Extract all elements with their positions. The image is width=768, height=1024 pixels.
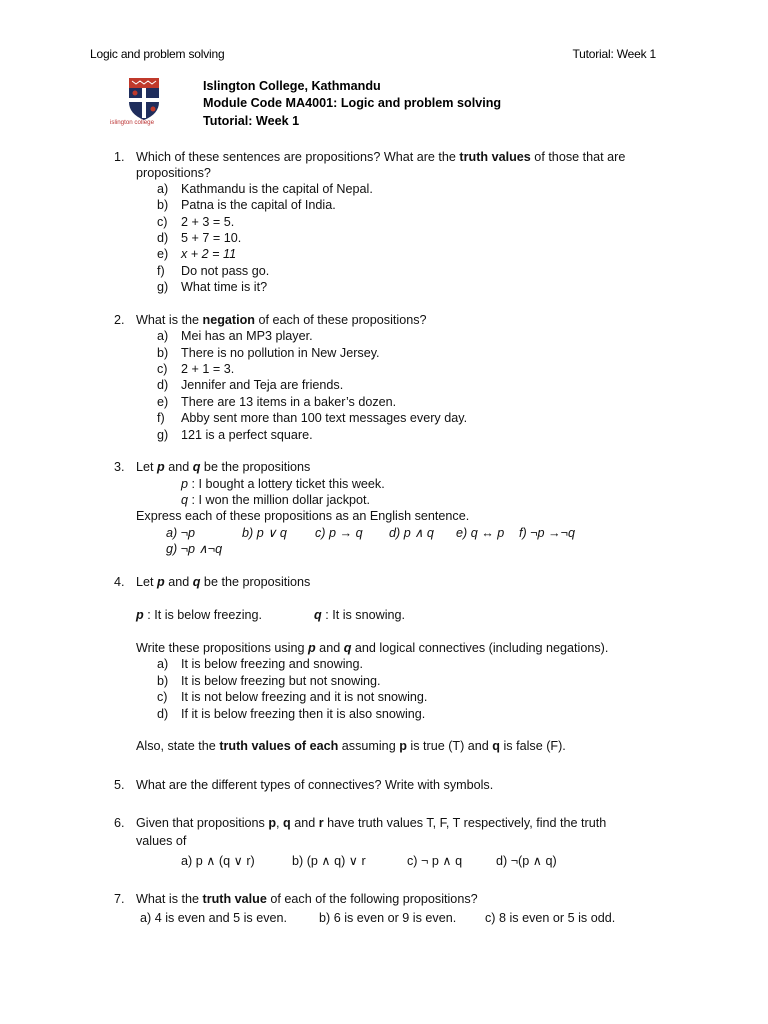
item-label: c) [157, 362, 168, 376]
item-text: 2 + 1 = 3. [181, 362, 235, 376]
item-label: a) [157, 329, 169, 343]
text-run: : I won the million dollar jackpot. [188, 493, 371, 507]
question-number: 2. [114, 313, 125, 327]
variable-q: q [283, 816, 291, 830]
truth-value-instruction [136, 738, 566, 754]
item-text: Patna is the capital of India. [181, 198, 336, 212]
variable-q: q [492, 739, 500, 753]
variable-p: p [157, 575, 165, 589]
question-number: 4. [114, 575, 125, 589]
text-run: and [164, 460, 193, 474]
text-run: have truth values T, F, T respectively, find the truth [323, 816, 607, 830]
item-text: 121 is a perfect square. [181, 428, 313, 442]
question-number: 3. [114, 460, 125, 474]
bold-run: negation [202, 313, 255, 327]
text-run: of those that are [530, 150, 626, 164]
expression-e: e) q ↔ p [456, 526, 505, 540]
question-text [136, 815, 606, 831]
item-label: f) [157, 264, 165, 278]
item-text: Jennifer and Teja are friends. [181, 378, 344, 392]
text-run: of each of these propositions? [254, 313, 427, 327]
expression-d: d) p ∧ q [389, 526, 434, 540]
variable-p: p [181, 477, 189, 491]
text-run: , [276, 816, 284, 830]
item-text: Abby sent more than 100 text messages every day. [181, 411, 468, 425]
expression-b: b) (p ∧ q) ∨ r [292, 854, 366, 868]
item-label: e) [157, 395, 169, 409]
part-a: a) 4 is even and 5 is even. [140, 911, 288, 925]
question-text-cont: values of [136, 834, 187, 848]
tutorial-title: Tutorial: Week 1 [203, 114, 300, 128]
logo-text: islington college [110, 119, 155, 126]
definition-p [181, 476, 385, 492]
expression-d: d) ¬(p ∧ q) [496, 854, 557, 868]
variable-q: q [181, 493, 189, 507]
variable-q: q [192, 460, 201, 474]
text-run: Write these propositions using [136, 641, 308, 655]
item-text: x + 2 = 11 [181, 247, 237, 261]
item-text: There is no pollution in New Jersey. [181, 346, 380, 360]
bold-run: truth values of each [219, 739, 339, 753]
definition-q [181, 492, 370, 508]
part-c: c) 8 is even or 5 is odd. [485, 911, 616, 925]
expression-b: b) p ∨ q [242, 526, 287, 540]
instruction-text [136, 640, 608, 656]
item-text: It is not below freezing and it is not snowing. [181, 690, 428, 704]
item-label: a) [157, 182, 169, 196]
item-label: g) [157, 428, 169, 442]
item-text: It is below freezing and snowing. [181, 657, 364, 671]
variable-p: p [157, 460, 165, 474]
item-label: c) [157, 690, 168, 704]
text-run: Also, state the [136, 739, 220, 753]
item-label: a) [157, 657, 169, 671]
text-run: : I bought a lottery ticket this week. [188, 477, 385, 491]
variable-p: p [307, 641, 316, 655]
question-text [136, 891, 478, 907]
text-run: of each of the following propositions? [266, 892, 478, 906]
item-label: d) [157, 707, 169, 721]
item-text: Kathmandu is the capital of Nepal. [181, 182, 373, 196]
item-text: There are 13 items in a baker’s dozen. [181, 395, 397, 409]
expression-c: c) p → q [315, 526, 363, 540]
text-run: is false (F). [500, 739, 566, 753]
part-b: b) 6 is even or 9 is even. [319, 911, 457, 925]
item-label: b) [157, 198, 169, 212]
text-run: What is the [136, 892, 203, 906]
question-text [136, 574, 310, 590]
question-text [136, 312, 427, 328]
text-run: and [164, 575, 193, 589]
text-run: : It is snowing. [321, 608, 405, 622]
item-text: Do not pass go. [181, 264, 270, 278]
module-title: Module Code MA4001: Logic and problem solving [203, 96, 502, 110]
text-run: and [290, 816, 319, 830]
item-text: What time is it? [181, 280, 268, 294]
definition-p [136, 607, 262, 623]
running-header-left: Logic and problem solving [90, 47, 225, 61]
question-number: 1. [114, 150, 125, 164]
expression-f: f) ¬p →¬q [519, 526, 576, 540]
item-label: f) [157, 411, 165, 425]
expression-g: g) ¬p ∧¬q [166, 542, 223, 556]
item-label: c) [157, 215, 168, 229]
item-text: 2 + 3 = 5. [181, 215, 235, 229]
item-text: 5 + 7 = 10. [181, 231, 242, 245]
question-text-cont: propositions? [136, 166, 211, 180]
variable-q: q [343, 641, 352, 655]
variable-p: p [399, 739, 407, 753]
question-number: 6. [114, 816, 125, 830]
instruction-text: Express each of these propositions as an English sentence. [136, 509, 470, 523]
variable-r: r [318, 816, 324, 830]
variable-q: q [192, 575, 201, 589]
item-label: d) [157, 231, 169, 245]
item-text: Mei has an MP3 player. [181, 329, 313, 343]
question-text: What are the different types of connectives? Write with symbols. [136, 778, 494, 792]
expression-a: a) p ∧ (q ∨ r) [181, 854, 255, 868]
item-text: It is below freezing but not snowing. [181, 674, 381, 688]
text-run: be the propositions [200, 575, 311, 589]
variable-p: p [136, 608, 144, 622]
text-run: is true (T) and [406, 739, 493, 753]
item-label: g) [157, 280, 169, 294]
question-number: 7. [114, 892, 125, 906]
expression-a: a) ¬p [166, 526, 196, 540]
variable-q: q [314, 608, 322, 622]
text-run: Which of these sentences are propositions? What are the [136, 150, 460, 164]
expression-c: c) ¬ p ∧ q [407, 854, 463, 868]
text-run: be the propositions [200, 460, 311, 474]
question-number: 5. [114, 778, 125, 792]
question-text [136, 459, 310, 475]
variable-p: p [268, 816, 277, 830]
text-run: What is the [136, 313, 203, 327]
item-label: b) [157, 346, 169, 360]
running-header-right: Tutorial: Week 1 [572, 47, 656, 61]
item-label: d) [157, 378, 169, 392]
item-label: e) [157, 247, 169, 261]
text-run: : It is below freezing. [143, 608, 262, 622]
bold-run: truth value [202, 892, 267, 906]
text-run: Given that propositions [136, 816, 269, 830]
definition-q [314, 607, 405, 623]
text-run: Let [136, 460, 158, 474]
item-label: b) [157, 674, 169, 688]
question-text [136, 149, 625, 165]
college-title: Islington College, Kathmandu [203, 79, 381, 93]
text-run: assuming [338, 739, 400, 753]
item-text: If it is below freezing then it is also snowing. [181, 707, 426, 721]
text-run: and logical connectives (including negations). [351, 641, 609, 655]
text-run: and [315, 641, 344, 655]
text-run: Let [136, 575, 158, 589]
bold-run: truth values [459, 150, 531, 164]
